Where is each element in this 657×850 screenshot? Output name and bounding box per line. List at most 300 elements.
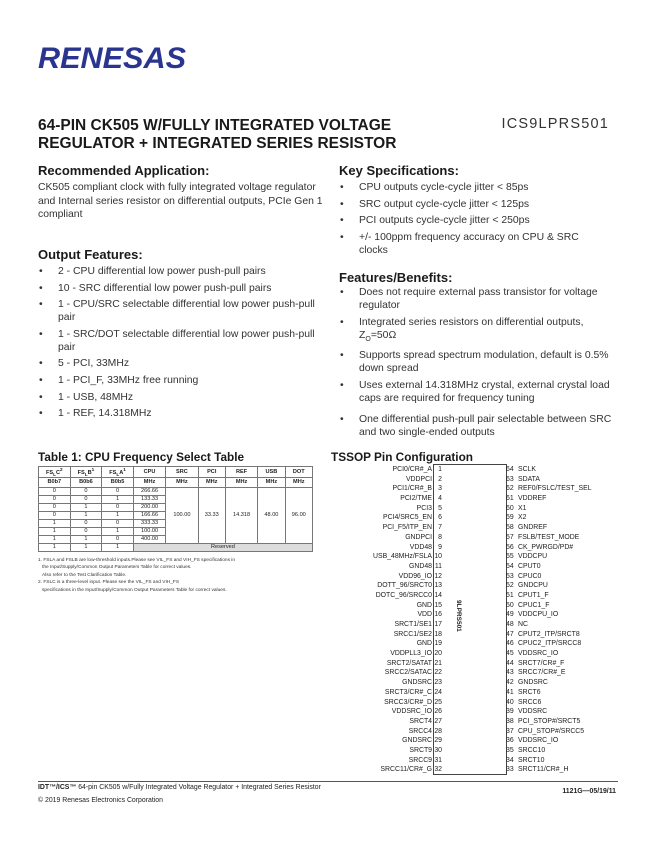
pin-number: 10: [434, 553, 442, 561]
pin-row: [360, 639, 442, 649]
list-item: [38, 374, 330, 387]
pin-name: FSLB/TEST_MODE: [518, 533, 580, 541]
logo-wordmark: RENESAS: [38, 42, 186, 74]
pin-number: 32: [434, 766, 442, 774]
pin-row: [506, 581, 626, 591]
pin-name: VDDREF: [518, 495, 547, 503]
pin-row: [360, 756, 442, 766]
pin-name: X2: [518, 514, 527, 522]
pin-row: [360, 581, 442, 591]
header-cpu: CPU: [133, 467, 165, 478]
table-subheader-row: [39, 477, 313, 487]
pin-row: [360, 523, 442, 533]
pin-name: SDATA: [518, 475, 540, 483]
pin-row: [360, 504, 442, 514]
pin-row: [360, 746, 442, 756]
pin-name: GNDPCI: [405, 533, 432, 541]
pin-number: 29: [434, 737, 442, 745]
pin-name: SRCC3/CR#_D: [384, 698, 432, 706]
list-item: [339, 379, 617, 405]
pin-row: [506, 533, 626, 543]
pin-number: 47: [506, 630, 514, 638]
pin-number: 21: [434, 659, 442, 667]
pin-row: [360, 727, 442, 737]
pin-number: 43: [506, 669, 514, 677]
pin-number: 62: [506, 485, 514, 493]
table-cell: 1: [70, 511, 102, 519]
pin-row: [360, 475, 442, 485]
header-ref: REF: [225, 467, 257, 478]
pin-name: SRCT10: [518, 756, 545, 764]
pin-name: VDD48: [409, 543, 432, 551]
list-item-text: Does not require external pass transistor for voltage regulator: [359, 287, 598, 311]
pin-number: 44: [506, 659, 514, 667]
list-item-text: 2 - CPU differential low power push-pull pairs: [58, 266, 266, 277]
pin-number: 42: [506, 679, 514, 687]
pin-row: [360, 620, 442, 630]
pin-name: VDDSRC_IO: [391, 708, 432, 716]
pin-name: VDDSRC_IO: [518, 737, 559, 745]
pin-row: [506, 562, 626, 572]
note-line: Also refer to the Test Clarification Table.: [42, 572, 127, 578]
subheader-dot-mhz: MHz: [285, 477, 312, 487]
pin-number: 52: [506, 582, 514, 590]
pin-name: SRCC9: [408, 756, 432, 764]
table-row: [39, 543, 313, 551]
pin-number: 51: [506, 591, 514, 599]
pin-row: [360, 465, 442, 475]
pin-row: [360, 668, 442, 678]
pin-row: [360, 630, 442, 640]
table-cell: 0: [70, 495, 102, 503]
note-line: the Input/Supply/Common Output Parameters Table for correct values.: [42, 565, 192, 571]
table-cell: 0: [39, 503, 71, 511]
pin-row: [506, 513, 626, 523]
table-cell: 0: [102, 487, 134, 495]
pin-name: SCLK: [518, 466, 537, 473]
pin-number: 36: [506, 737, 514, 745]
header-src: SRC: [166, 467, 198, 478]
list-item: [38, 357, 330, 370]
table-cell: 1: [102, 543, 134, 551]
pin-number: 63: [506, 475, 514, 483]
pin-name: CPUT0: [518, 562, 541, 570]
right-pin-list: [506, 465, 626, 775]
pin-name: PCI3: [416, 504, 432, 512]
pin-name: SRCT6: [518, 688, 541, 696]
cpu-frequency-table: [38, 466, 313, 552]
table-cell: 0: [70, 519, 102, 527]
pin-row: [506, 649, 626, 659]
pin-row: [506, 494, 626, 504]
header-pci: PCI: [198, 467, 225, 478]
footer-text: 64-pin CK505 w/Fully Integrated Voltage Regulator + Integrated Series Resistor: [76, 784, 321, 791]
list-item: [339, 286, 617, 312]
pin-name: CPU_STOP#/SRCC5: [518, 727, 585, 735]
pin-row: [506, 610, 626, 620]
list-item-text: 1 - CPU/SRC selectable differential low power push-pull pair: [58, 299, 315, 324]
pin-name: GNDREF: [518, 524, 548, 532]
pin-row: [360, 533, 442, 543]
pin-name: SRCT2/SATAT: [386, 659, 432, 667]
table-cell: 0: [39, 511, 71, 519]
part-number: ICS9LPRS501: [501, 116, 609, 132]
pin-name: VDDSRC_IO: [518, 650, 559, 658]
pin-number: 16: [434, 611, 442, 619]
pin-name: SRCT1/SE1: [394, 621, 432, 628]
pin-number: 64: [506, 466, 514, 473]
subheader-b7: B0b7: [39, 477, 71, 487]
pin-number: 19: [434, 640, 442, 648]
pin-number: 49: [506, 611, 514, 619]
table-cell: 1: [39, 535, 71, 543]
pin-row: [506, 465, 626, 475]
pin-name: VDDSRC: [518, 708, 548, 716]
pin-number: 55: [506, 553, 514, 561]
list-item: [38, 298, 330, 324]
footer-doc-id: 1121G—05/19/11: [562, 788, 616, 795]
shared-pci-cell: 33.33: [198, 487, 225, 543]
pin-name: DOTC_96/SRCC0: [375, 591, 432, 599]
pin-row: [360, 707, 442, 717]
table-cell: 1: [39, 527, 71, 535]
header-fs1: $FS_LB^1$: [70, 467, 102, 478]
shared-ref-cell: 14.318: [225, 487, 257, 543]
table-cell: 0: [102, 503, 134, 511]
reserved-cell: Reserved: [133, 543, 312, 551]
table-cell: 400.00: [133, 535, 165, 543]
pin-number: 1: [438, 466, 442, 473]
note-line: specifications in the Input/Supply/Common Output Parameters Table for correct values.: [42, 587, 227, 593]
key-specs-list: [339, 181, 609, 260]
note-line: 1. FSLA and FSLB are low-threshold inputs.Please see VIL_FS and VIH_FS specifications in: [38, 558, 236, 563]
pin-number: 60: [506, 504, 514, 512]
pin-name: SRCC4: [408, 727, 432, 735]
pin-number: 18: [434, 630, 442, 638]
pin-number: 25: [434, 698, 442, 706]
list-item: [339, 231, 609, 257]
pin-row: [506, 756, 626, 766]
pin-name: CPUT2_ITP/SRCT8: [518, 630, 580, 638]
left-pin-list: [360, 465, 442, 775]
table-cell: 1: [70, 543, 102, 551]
pin-number: 61: [506, 495, 514, 503]
pin-name: DOTT_96/SRCT0: [377, 582, 432, 590]
pin-name: GNDCPU: [518, 582, 548, 590]
pin-number: 27: [434, 717, 442, 725]
pin-row: [360, 610, 442, 620]
pin-number: 33: [506, 766, 514, 774]
pin-number: 13: [434, 582, 442, 590]
list-item: [339, 349, 617, 375]
pin-row: [506, 572, 626, 582]
pin-row: [506, 717, 626, 727]
list-item: [38, 282, 330, 295]
list-item-text: CPU outputs cycle-cycle jitter < 85ps: [359, 182, 529, 193]
pin-number: 58: [506, 524, 514, 532]
list-item-text: 1 - REF, 14.318MHz: [58, 408, 152, 420]
list-item: [38, 328, 330, 354]
features-heading: Features/Benefits:: [339, 270, 453, 285]
pin-number: 8: [438, 533, 442, 541]
pin-row: [360, 736, 442, 746]
subheader-usb-mhz: MHz: [258, 477, 285, 487]
list-item-text: 1 - USB, 48MHz: [58, 391, 134, 403]
note-line: 2. FSLC is a three-level input. Please see the VIL_FS and VIH_FS: [38, 580, 180, 586]
chip-label: 9LPRS501: [455, 600, 462, 632]
pin-name: SRCC1/SE2: [393, 630, 432, 638]
table-cell: 0: [102, 519, 134, 527]
pin-number: 14: [434, 591, 442, 599]
pin-number: 50: [506, 601, 514, 609]
table-cell: 166.66: [133, 511, 165, 519]
cpu-table-title: Table 1: CPU Frequency Select Table: [38, 450, 245, 464]
list-item-text: Integrated series resistors on differential outputs,: [359, 316, 584, 328]
pin-name: GNDSRC: [402, 679, 432, 687]
pin-name: PCI_STOP#/SRCT5: [518, 717, 581, 725]
pin-row: [360, 494, 442, 504]
pin-number: 28: [434, 727, 442, 735]
pin-name: REF0/FSLC/TEST_SEL: [518, 485, 592, 493]
pin-name: PCI2/TME: [400, 495, 432, 503]
list-item-text: 1 - PCI_F, 33MHz free running: [58, 374, 199, 386]
table-cell: 0: [70, 527, 102, 535]
table-row: [39, 487, 313, 495]
pin-number: 20: [434, 650, 442, 658]
header-fs2: $FS_LC^2$: [39, 467, 71, 478]
pin-number: 59: [506, 514, 514, 522]
pin-name: SRCT3/CR#_C: [384, 688, 432, 696]
pin-row: [506, 504, 626, 514]
subheader-b5: B0b5: [102, 477, 134, 487]
pin-row: [360, 765, 442, 775]
list-item: [38, 265, 330, 278]
pin-row: [506, 484, 626, 494]
pin-number: 12: [434, 572, 442, 580]
pin-row: [506, 591, 626, 601]
key-specs-heading: Key Specifications:: [339, 163, 459, 178]
list-item-text: 10 - SRC differential low power push-pull pairs: [58, 282, 272, 294]
recommended-heading: Recommended Application:: [38, 163, 210, 178]
pin-row: [506, 678, 626, 688]
pin-name: GND48: [409, 562, 432, 570]
pin-row: [360, 601, 442, 611]
pin-row: [506, 552, 626, 562]
cpu-table-notes: [38, 557, 318, 594]
copyright: © 2019 Renesas Electronics Corporation: [38, 797, 163, 804]
list-item-text: 5 - PCI, 33MHz: [58, 358, 130, 370]
pin-number: 9: [438, 543, 442, 551]
pin-row: [360, 552, 442, 562]
list-item: [339, 316, 617, 346]
pin-name: VDDCPU: [518, 553, 548, 561]
pin-number: 22: [434, 669, 442, 677]
pin-row: [360, 572, 442, 582]
pin-name: PCI0/CR#_A: [392, 466, 432, 473]
pin-name: SRCC6: [518, 698, 542, 706]
shared-dot-cell: 96.00: [285, 487, 312, 543]
list-item-text: One differential push-pull pair selectable between SRC and two single-ended outputs: [359, 413, 612, 438]
pin-row: [360, 484, 442, 494]
table-cell: 1: [70, 535, 102, 543]
pin-row: [506, 707, 626, 717]
table-cell: 1: [102, 495, 134, 503]
list-item: [38, 407, 330, 420]
pin-number: 23: [434, 679, 442, 687]
pin-row: [506, 668, 626, 678]
pin-number: 39: [506, 708, 514, 716]
pin-name: GND: [416, 601, 432, 609]
pin-row: [506, 727, 626, 737]
header-dot: DOT: [285, 467, 312, 478]
table-cell: 0: [39, 495, 71, 503]
list-item-text: +/- 100ppm frequency accuracy on CPU & SRC clocks: [359, 231, 579, 256]
pin-name: VDD: [417, 611, 432, 619]
list-item: [339, 413, 617, 439]
pin-name: SRCT4: [409, 717, 432, 725]
pin-row: [360, 543, 442, 553]
pin-name: CPUC2_ITP/SRCC8: [518, 640, 582, 648]
pin-number: 17: [434, 621, 442, 628]
subheader-src-mhz: MHz: [166, 477, 198, 487]
subheader-pci-mhz: MHz: [198, 477, 225, 487]
table-cell: 1: [70, 503, 102, 511]
pin-name: VDDPCI: [405, 475, 432, 483]
pin-name: SRCC11/CR#_G: [380, 766, 432, 774]
pin-row: [506, 620, 626, 630]
pin-number: 37: [506, 727, 514, 735]
pin-name: GND: [416, 640, 432, 648]
table-cell: 1: [39, 543, 71, 551]
table-cell: 200.00: [133, 503, 165, 511]
renesas-logo-icon: [38, 40, 188, 74]
shared-usb-cell: 48.00: [258, 487, 285, 543]
pin-row: [506, 475, 626, 485]
table-cell: 1: [39, 519, 71, 527]
list-item-text: PCI outputs cycle-cycle jitter < 250ps: [359, 215, 530, 227]
zo-symbol: Z: [359, 329, 366, 341]
pin-row: [506, 639, 626, 649]
pin-number: 45: [506, 650, 514, 658]
pin-number: 15: [434, 601, 442, 609]
table-cell: 1: [102, 527, 134, 535]
pin-number: 3: [438, 485, 442, 493]
footer-description: [38, 784, 321, 791]
pin-number: 41: [506, 688, 514, 696]
footer-brand: IDT™/ICS™: [38, 784, 77, 791]
pin-name: SRCC7/CR#_E: [518, 669, 566, 677]
pin-name: SRCT11/CR#_H: [518, 766, 569, 774]
pin-config-title: TSSOP Pin Configuration: [331, 450, 474, 464]
list-item: [339, 198, 609, 211]
pin-number: 48: [506, 621, 514, 628]
table-cell: 0: [39, 487, 71, 495]
table-cell: 0: [102, 535, 134, 543]
footer-divider: [38, 781, 618, 782]
pin-name: PCI4/SRC5_EN: [382, 514, 432, 522]
pin-name: GNDSRC: [402, 737, 432, 745]
list-item-text: 1 - SRC/DOT selectable differential low power push-pull pair: [58, 328, 315, 353]
pin-number: 34: [506, 756, 514, 764]
pin-row: [506, 630, 626, 640]
pin-number: 46: [506, 640, 514, 648]
pin-row: [506, 746, 626, 756]
chip-package-outline: [433, 464, 507, 775]
pin-row: [360, 659, 442, 669]
pin-row: [360, 591, 442, 601]
pin-row: [506, 765, 626, 775]
pin-name: SRCT7/CR#_F: [518, 659, 565, 667]
list-item: [339, 214, 609, 227]
pin-row: [506, 543, 626, 553]
pin-number: 6: [438, 514, 442, 522]
pin-name: CPUT1_F: [518, 591, 549, 599]
pin-number: 38: [506, 717, 514, 725]
list-item-text: Uses external 14.318MHz crystal, external crystal load caps are required for frequency tuning: [359, 379, 610, 404]
features-list: [339, 286, 617, 442]
output-features-heading: Output Features:: [38, 247, 143, 262]
pin-name: SRCC2/SATAC: [384, 669, 432, 677]
pin-number: 24: [434, 688, 442, 696]
pin-name: SRCT9: [409, 746, 432, 754]
subheader-cpu-mhz: MHz: [133, 477, 165, 487]
pin-name: X1: [518, 504, 527, 512]
renesas-logo: [38, 40, 188, 74]
pin-number: 26: [434, 708, 442, 716]
table-cell: 333.33: [133, 519, 165, 527]
pin-number: 40: [506, 698, 514, 706]
list-item-text: SRC output cycle-cycle jitter < 125ps: [359, 198, 530, 210]
table-cell: 266.66: [133, 487, 165, 495]
pin-number: 30: [434, 746, 442, 754]
subheader-ref-mhz: MHz: [225, 477, 257, 487]
pin-row: [360, 717, 442, 727]
pin-name: PCI_F5/ITP_EN: [382, 524, 432, 532]
header-fs0: $FS_LA^1$: [102, 467, 134, 478]
pin-name: VDDPLL3_IO: [390, 650, 432, 658]
pin-name: CK_PWRGD/PD#: [518, 543, 574, 551]
pin-number: 57: [506, 533, 514, 541]
pin-number: 53: [506, 572, 514, 580]
header-usb: USB: [258, 467, 285, 478]
pin-number: 31: [434, 756, 442, 764]
pin-number: 7: [438, 524, 442, 532]
list-item-text: Supports spread spectrum modulation, default is 0.5% down spread: [359, 350, 609, 375]
pin-name: CPUC1_F: [518, 601, 550, 609]
pin-row: [506, 688, 626, 698]
list-item: [38, 391, 330, 404]
table-header-row: [39, 467, 313, 478]
table-cell: 0: [70, 487, 102, 495]
pin-row: [506, 736, 626, 746]
pin-name: VDD96_IO: [398, 572, 432, 580]
pin-row: [506, 698, 626, 708]
pin-number: 11: [434, 562, 442, 570]
pin-number: 4: [438, 495, 442, 503]
pin-name: CPUC0: [518, 572, 542, 580]
subheader-b6: B0b6: [70, 477, 102, 487]
pin-number: 56: [506, 543, 514, 551]
pin-row: [360, 678, 442, 688]
zo-value: =50Ω: [370, 329, 397, 341]
table-cell: 1: [102, 511, 134, 519]
pin-row: [360, 688, 442, 698]
pin-number: 35: [506, 746, 514, 754]
pin-row: [360, 698, 442, 708]
shared-src-cell: 100.00: [166, 487, 198, 543]
table-cell: 133.33: [133, 495, 165, 503]
pin-row: [506, 601, 626, 611]
